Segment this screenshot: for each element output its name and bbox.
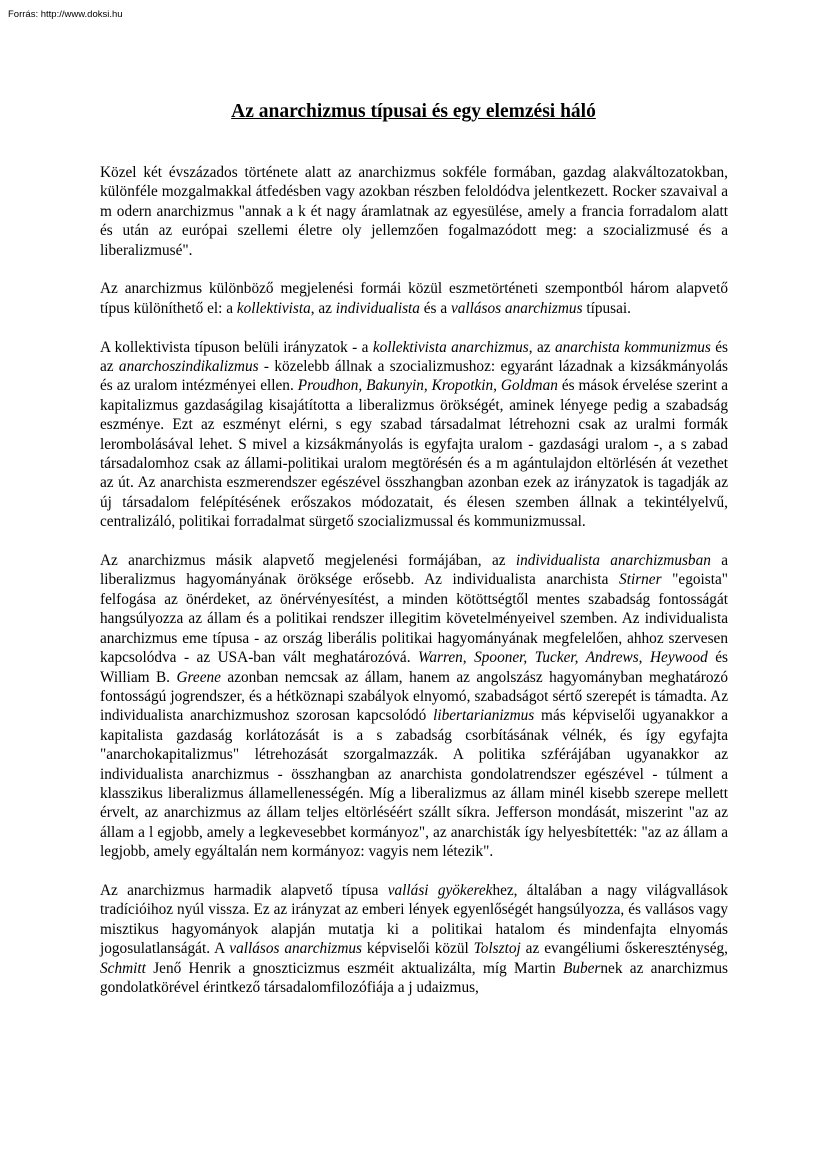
text-run: Az anarchizmus különböző megjelenési formái közül eszmetörténeti szempontból három alapvető típus különíthető el: a: [100, 280, 728, 317]
text-run: a liberalizmus hagyományának öröksége erősebb. Az individualista anarchista: [100, 552, 728, 589]
italic-text-run: anarchoszindikalizmus: [118, 358, 259, 376]
italic-text-run: kollektivista anarchizmus: [372, 338, 529, 356]
text-run: Az anarchizmus harmadik alapvető típusa: [100, 881, 388, 899]
italic-text-run: Schmitt: [100, 959, 146, 977]
source-line: Forrás: http://www.doksi.hu: [8, 9, 123, 20]
italic-text-run: Proudhon, Bakunyin, Kropotkin, Goldman: [297, 377, 558, 395]
paragraph-5: [100, 881, 728, 997]
text-run: Közel két évszázados története alatt az anarchizmus sokféle formában, gazdag alakváltozatokban, különféle mozgalmakkal átfedésben vagy azokban részben feloldódva jelentkezett. Rocker szavaival a m odern anarchizmus "annak a k ét nagy áramlatnak az egyesülése, amely a francia forradalom alatt és után az európai szellemi életre oly jellemzően fogalmazódott meg: a szocializmusé és a liberalizmusé".: [100, 164, 728, 259]
text-run: típusai.: [582, 299, 631, 317]
italic-text-run: kollektivista: [236, 299, 311, 317]
italic-text-run: libertarianizmus: [433, 707, 535, 725]
text-run: és a: [419, 299, 451, 317]
document-body: [100, 163, 728, 997]
text-run: és William B.: [100, 649, 728, 686]
text-run: Az anarchizmus másik alapvető megjelenési formájában, az: [100, 552, 516, 570]
text-run: képviselői közül: [361, 940, 474, 958]
italic-text-run: Stirner: [619, 571, 662, 589]
paragraph-3: [100, 338, 728, 532]
text-run: , az: [528, 338, 555, 356]
text-run: és az: [100, 338, 729, 376]
text-run: és mások érvelése szerint a kapitalizmus gazdaságilag kisajátította a liberalizmus örökségét, aminek lényege pedig a szabadság eszménye. Ezt az eszményt elérni, s egy szabad társadalmat létrehozni csak az uralmi formák lerombolásával lehet. S mivel a kizsákmányolás is egyfajta uralom - gazdasági uralom -, a s zabad társadalomhoz csak az állami-politikai uralom megtörésén és a m agántulajdon eltörlésén át vezethet az út. Az anarchista eszmerendszer egészével összhangban azonban ezek az irányzatok is tagadják az új társadalom felépítésének erőszakos módozatait, és élesen szemben állnak a tekintélyelvű, centralizáló, politikai forradalmat sürgető szocializmussal és kommunizmussal.: [100, 377, 728, 531]
italic-text-run: Buber: [563, 959, 601, 977]
text-run: más képviselői ugyanakkor a kapitalista gazdaság korlátozását is a s zabadság csorbításának vélnék, és így egyfajta "anarchokapitalizmus" létrehozását szorgalmazzák. A politika szférájában ugyanakkor az individualista anarchizmus - összhangban az anarchista gondolatrendszer egészével - túlment a klasszikus liberalizmus államellenességén. Míg a liberalizmus az állam minél kisebb szerepe mellett érvelt, az anarchizmus az állam teljes eltörléséért szállt síkra. Jefferson mondását, miszerint "az az állam a l egjobb, amely a legkevesebbet kormányoz", az anarchisták így helyesbítették: "az az állam a legjobb, amely egyáltalán nem kormányoz: vagyis nem létezik".: [100, 707, 728, 861]
text-run: A kollektivista típuson belüli irányzatok - a: [100, 338, 373, 356]
text-run: nek az anarchizmus gondolatkörével érintkező társadalomfilozófiája a j udaizmus,: [100, 959, 728, 996]
paragraph-1: [100, 163, 728, 260]
italic-text-run: Warren, Spooner, Tucker, Andrews, Heywood: [418, 649, 708, 667]
text-run: az evangéliumi őskereszténység,: [520, 940, 728, 958]
paragraph-4: [100, 551, 728, 862]
italic-text-run: anarchista kommunizmus: [554, 338, 711, 356]
italic-text-run: individualista: [335, 299, 420, 317]
italic-text-run: vallásos anarchizmus: [229, 940, 362, 958]
italic-text-run: vallásos anarchizmus: [450, 299, 583, 317]
text-run: hez, általában a nagy világvallások tradícióihoz nyúl vissza. Ez az irányzat az emberi lények egyenlőségét hangsúlyozza, és vallásos vagy misztikus hagyományok alapján mutatja ki a politikai hatalom és mindenfajta elnyomás jogosulatlanságát. A: [100, 881, 728, 958]
italic-text-run: vallási gyökerek: [387, 881, 493, 899]
text-run: azonban nemcsak az állam, hanem az angolszász hagyományban meghatározó fontosságú jogrendszer, és a hétköznapi szabályok elnyomó, szabadságot sértő szerepét is támadta. Az individualista anarchizmushoz szorosan kapcsolódó: [100, 668, 728, 725]
text-run: Jenő Henrik a gnoszticizmus eszméit aktualizálta, míg Martin: [145, 959, 563, 977]
text-run: - közelebb állnak a szocializmushoz: egyaránt lázadnak a kizsákmányolás és az uralom intézményei ellen.: [100, 358, 728, 395]
italic-text-run: Greene: [176, 668, 221, 686]
text-run: , az: [310, 299, 336, 317]
italic-text-run: individualista anarchizmusban: [515, 552, 711, 570]
text-run: "egoista" felfogása az önérdeket, az önérvényesítést, a minden kötöttségtől mentes szabadság fontosságát hangsúlyozza az állam és a politikai rendszer illegitim követelményeivel szemben. Az individualista anarchizmus eme típusa - az ország liberális politikai hagyományának megfelelően, ahhoz szervesen kapcsolódva - az USA-ban vált meghatározóvá.: [100, 571, 728, 667]
page-title: Az anarchizmus típusai és egy elemzési háló: [231, 101, 596, 122]
paragraph-2: [100, 279, 728, 318]
italic-text-run: Tolsztoj: [473, 940, 521, 958]
